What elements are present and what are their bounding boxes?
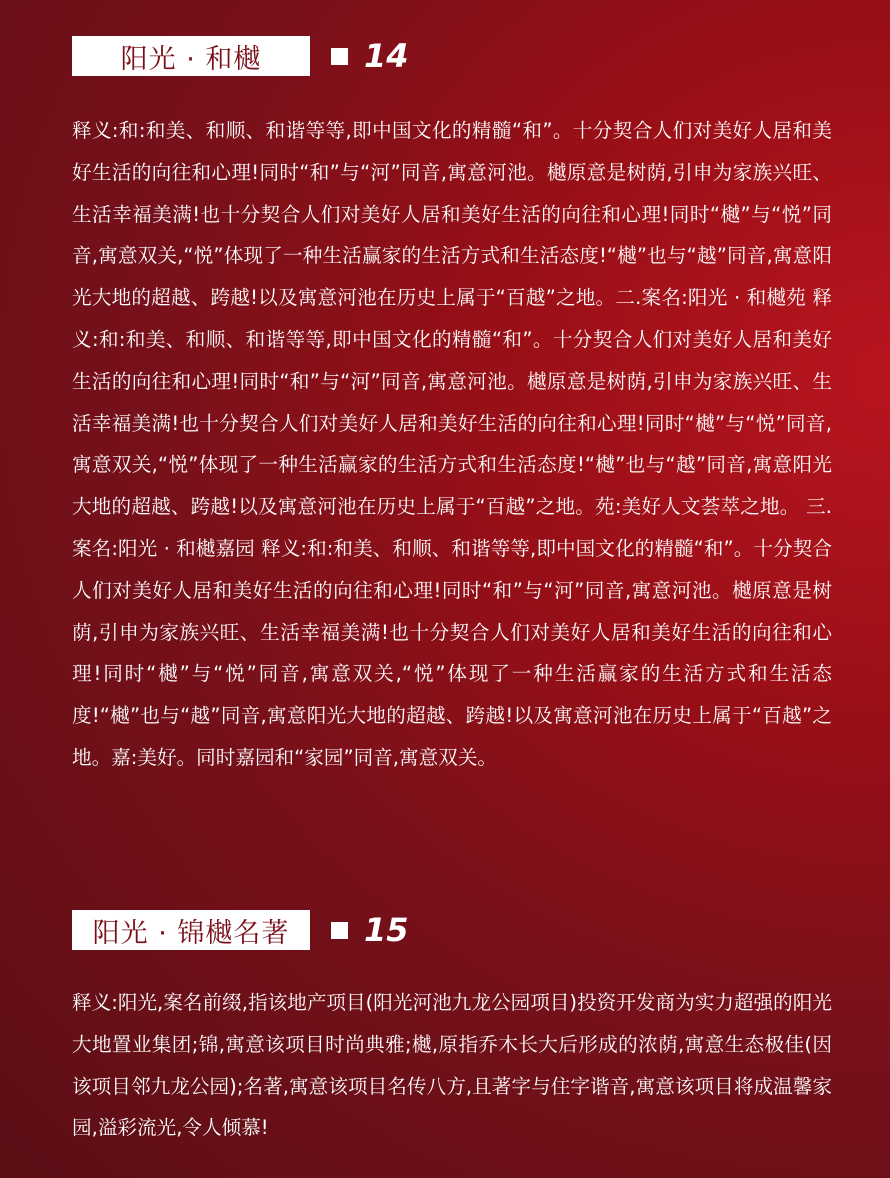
square-bullet-icon — [331, 922, 348, 939]
section-number: 14 — [364, 37, 409, 75]
section-15-header — [72, 910, 409, 950]
section-title: 阳光 · 和樾 — [72, 36, 310, 76]
section-title: 阳光 · 锦樾名著 — [72, 910, 310, 950]
section-body-text: 释义:阳光,案名前缀,指该地产项目(阳光河池九龙公园项目)投资开发商为实力超强的阳光大地置业集团;锦,寓意该项目时尚典雅;樾,原指乔木长大后形成的浓荫,寓意生态极佳(因该项目邻九龙公园);名著,寓意该项目名传八方,且著字与住字谐音,寓意该项目将成温馨家园,溢彩流光,令人倾慕! — [72, 991, 832, 1140]
section-body-text: 释义:和:和美、和顺、和谐等等,即中国文化的精髓“和”。十分契合人们对美好人居和美好生活的向往和心理!同时“和”与“河”同音,寓意河池。樾原意是树荫,引申为家族兴旺、生活幸福美满!也十分契合人们对美好人居和美好生活的向往和心理!同时“樾”与“悦”同音,寓意双关,“悦”体现了一种生活赢家的生活方式和生活态度!“樾”也与“越”同音,寓意阳光大地的超越、跨越!以及寓意河池在历史上属于“百越”之地。二.案名:阳光 · 和樾苑 释义:和:和美、和顺、和谐等等,即中国文化的精髓“和”。十分契合人们对美好人居和美好生活的向往和心理!同时“和”与“河”同音,寓意河池。樾原意是树荫,引申为家族兴旺、生活幸福美满!也十分契合人们对美好人居和美好生活的向往和心理!同时“樾”与“悦”同音,寓意双关,“悦”体现了一种生活赢家的生活方式和生活态度!“樾”也与“越”同音,寓意阳光大地的超越、跨越!以及寓意河池在历史上属于“百越”之地。苑:美好人文荟萃之地。 三.案名:阳光 · 和樾嘉园 释义:和:和美、和顺、和谐等等,即中国文化的精髓“和”。十分契合人们对美好人居和美好生活的向往和心理!同时“和”与“河”同音,寓意河池。樾原意是树荫,引申为家族兴旺、生活幸福美满!也十分契合人们对美好人居和美好生活的向往和心理!同时“樾”与“悦”同音,寓意双关,“悦”体现了一种生活赢家的生活方式和生活态度!“樾”也与“越”同音,寓意阳光大地的超越、跨越!以及寓意河池在历史上属于“百越”之地。嘉:美好。同时嘉园和“家园”同音,寓意双关。 — [72, 119, 832, 769]
section-number: 15 — [364, 911, 409, 949]
section-14-header — [72, 36, 409, 76]
square-bullet-icon — [331, 48, 348, 65]
